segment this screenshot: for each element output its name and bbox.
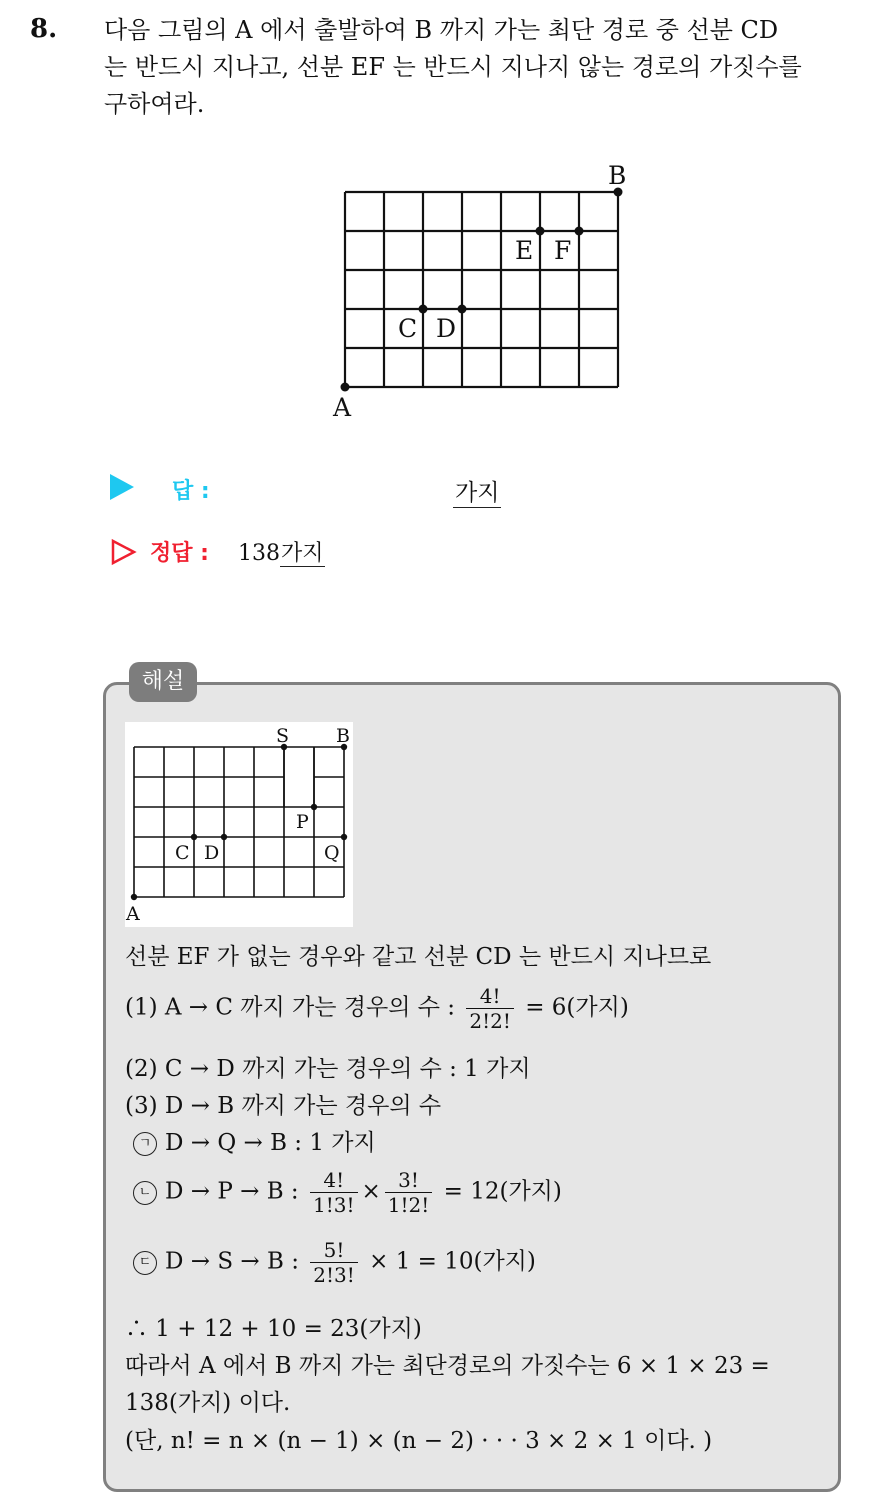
case-b-text: D → P → B : [165,1178,299,1205]
solution-conclusion-line2: 138(가지) 이다. [125,1390,291,1416]
point-c [419,305,428,314]
fraction: $\frac{5!}{2!3!}$ [310,1238,358,1287]
solution-conclusion-line1: 따라서 A 에서 B 까지 가는 최단경로의 가짓수는 6 × 1 × 23 = [125,1353,770,1379]
sol-point-c [191,834,197,840]
times-sign: × [361,1178,381,1205]
sol-label-s: S [276,725,290,747]
sol-point-a [131,894,137,900]
point-d [458,305,467,314]
sol-label-d: D [204,842,220,864]
step1-result: = 6(가지) [525,994,629,1021]
solution-case-a [133,1124,376,1157]
answer-row [110,474,500,506]
sol-label-a: A [126,903,140,925]
answer-unit: 가지 [453,474,501,508]
sol-label-q: Q [324,842,340,864]
solution-case-c [133,1238,536,1287]
circled-mark: ㄷ [133,1251,157,1275]
case-c-text: D → S → B : [165,1248,299,1275]
question-line: 다음 그림의 A 에서 출발하여 B 까지 가는 최단 경로 중 선분 CD [104,16,779,44]
solution-intro: 선분 EF 가 없는 경우와 같고 선분 CD 는 반드시 지나므로 [125,944,712,970]
point-a [341,383,350,392]
question-line: 는 반드시 지나고, 선분 EF 는 반드시 지나지 않는 경로의 가짓수를 [104,53,802,81]
case-b-result: = 12(가지) [443,1178,562,1205]
label-f: F [554,236,572,265]
sol-point-q [341,834,347,840]
solution-step2: (2) C → D 까지 가는 경우의 수 : 1 가지 [125,1056,531,1082]
label-d: D [436,314,457,343]
solution-grid-figure [125,722,353,927]
solution-case-b [133,1168,562,1217]
fraction: $\frac{3!}{1!2!}$ [385,1168,433,1217]
point-f [575,227,584,236]
fraction: $\frac{4!}{1!3!}$ [310,1168,358,1217]
path-grid-figure [320,160,640,430]
fraction: $\frac{4!}{2!2!}$ [466,984,514,1033]
case-a-text: D → Q → B : 1 가지 [165,1130,376,1156]
solution-tag: 해설 [129,662,197,702]
solution-note: (단, n! = n × (n − 1) × (n − 2) · · · 3 × 2 × 1 이다. ) [125,1428,713,1454]
correct-answer-unit: 가지 [281,541,324,566]
correct-answer-value [238,536,325,567]
circled-mark: ㄴ [133,1181,157,1205]
sol-label-b: B [336,725,350,747]
play-triangle-icon [110,474,134,500]
label-b: B [608,161,627,190]
sol-label-p: P [296,811,309,833]
case-c-result: × 1 = 10(가지) [369,1248,536,1275]
grid-lines [345,192,618,387]
circled-mark: ㄱ [133,1132,157,1156]
answer-label: 답 : [172,479,210,504]
question-line: 구하여라. [104,90,205,118]
outline-triangle-icon [110,538,138,566]
question-text [104,12,864,123]
sol-point-p [311,804,317,810]
label-e: E [515,236,534,265]
sol-label-c: C [175,842,190,864]
step1-text: (1) A → C 까지 가는 경우의 수 : [125,994,456,1021]
point-e [536,227,545,236]
solution-step3: (3) D → B 까지 가는 경우의 수 [125,1093,442,1119]
correct-answer-number: 138 [238,541,280,566]
label-a: A [333,393,352,422]
solution-step1 [125,984,629,1033]
correct-answer-label: 정답 : [150,541,209,566]
solution-sum: ∴ 1 + 12 + 10 = 23(가지) [125,1316,422,1342]
sol-point-d [221,834,227,840]
label-c: C [398,314,418,343]
question-number: 8. [30,14,58,44]
